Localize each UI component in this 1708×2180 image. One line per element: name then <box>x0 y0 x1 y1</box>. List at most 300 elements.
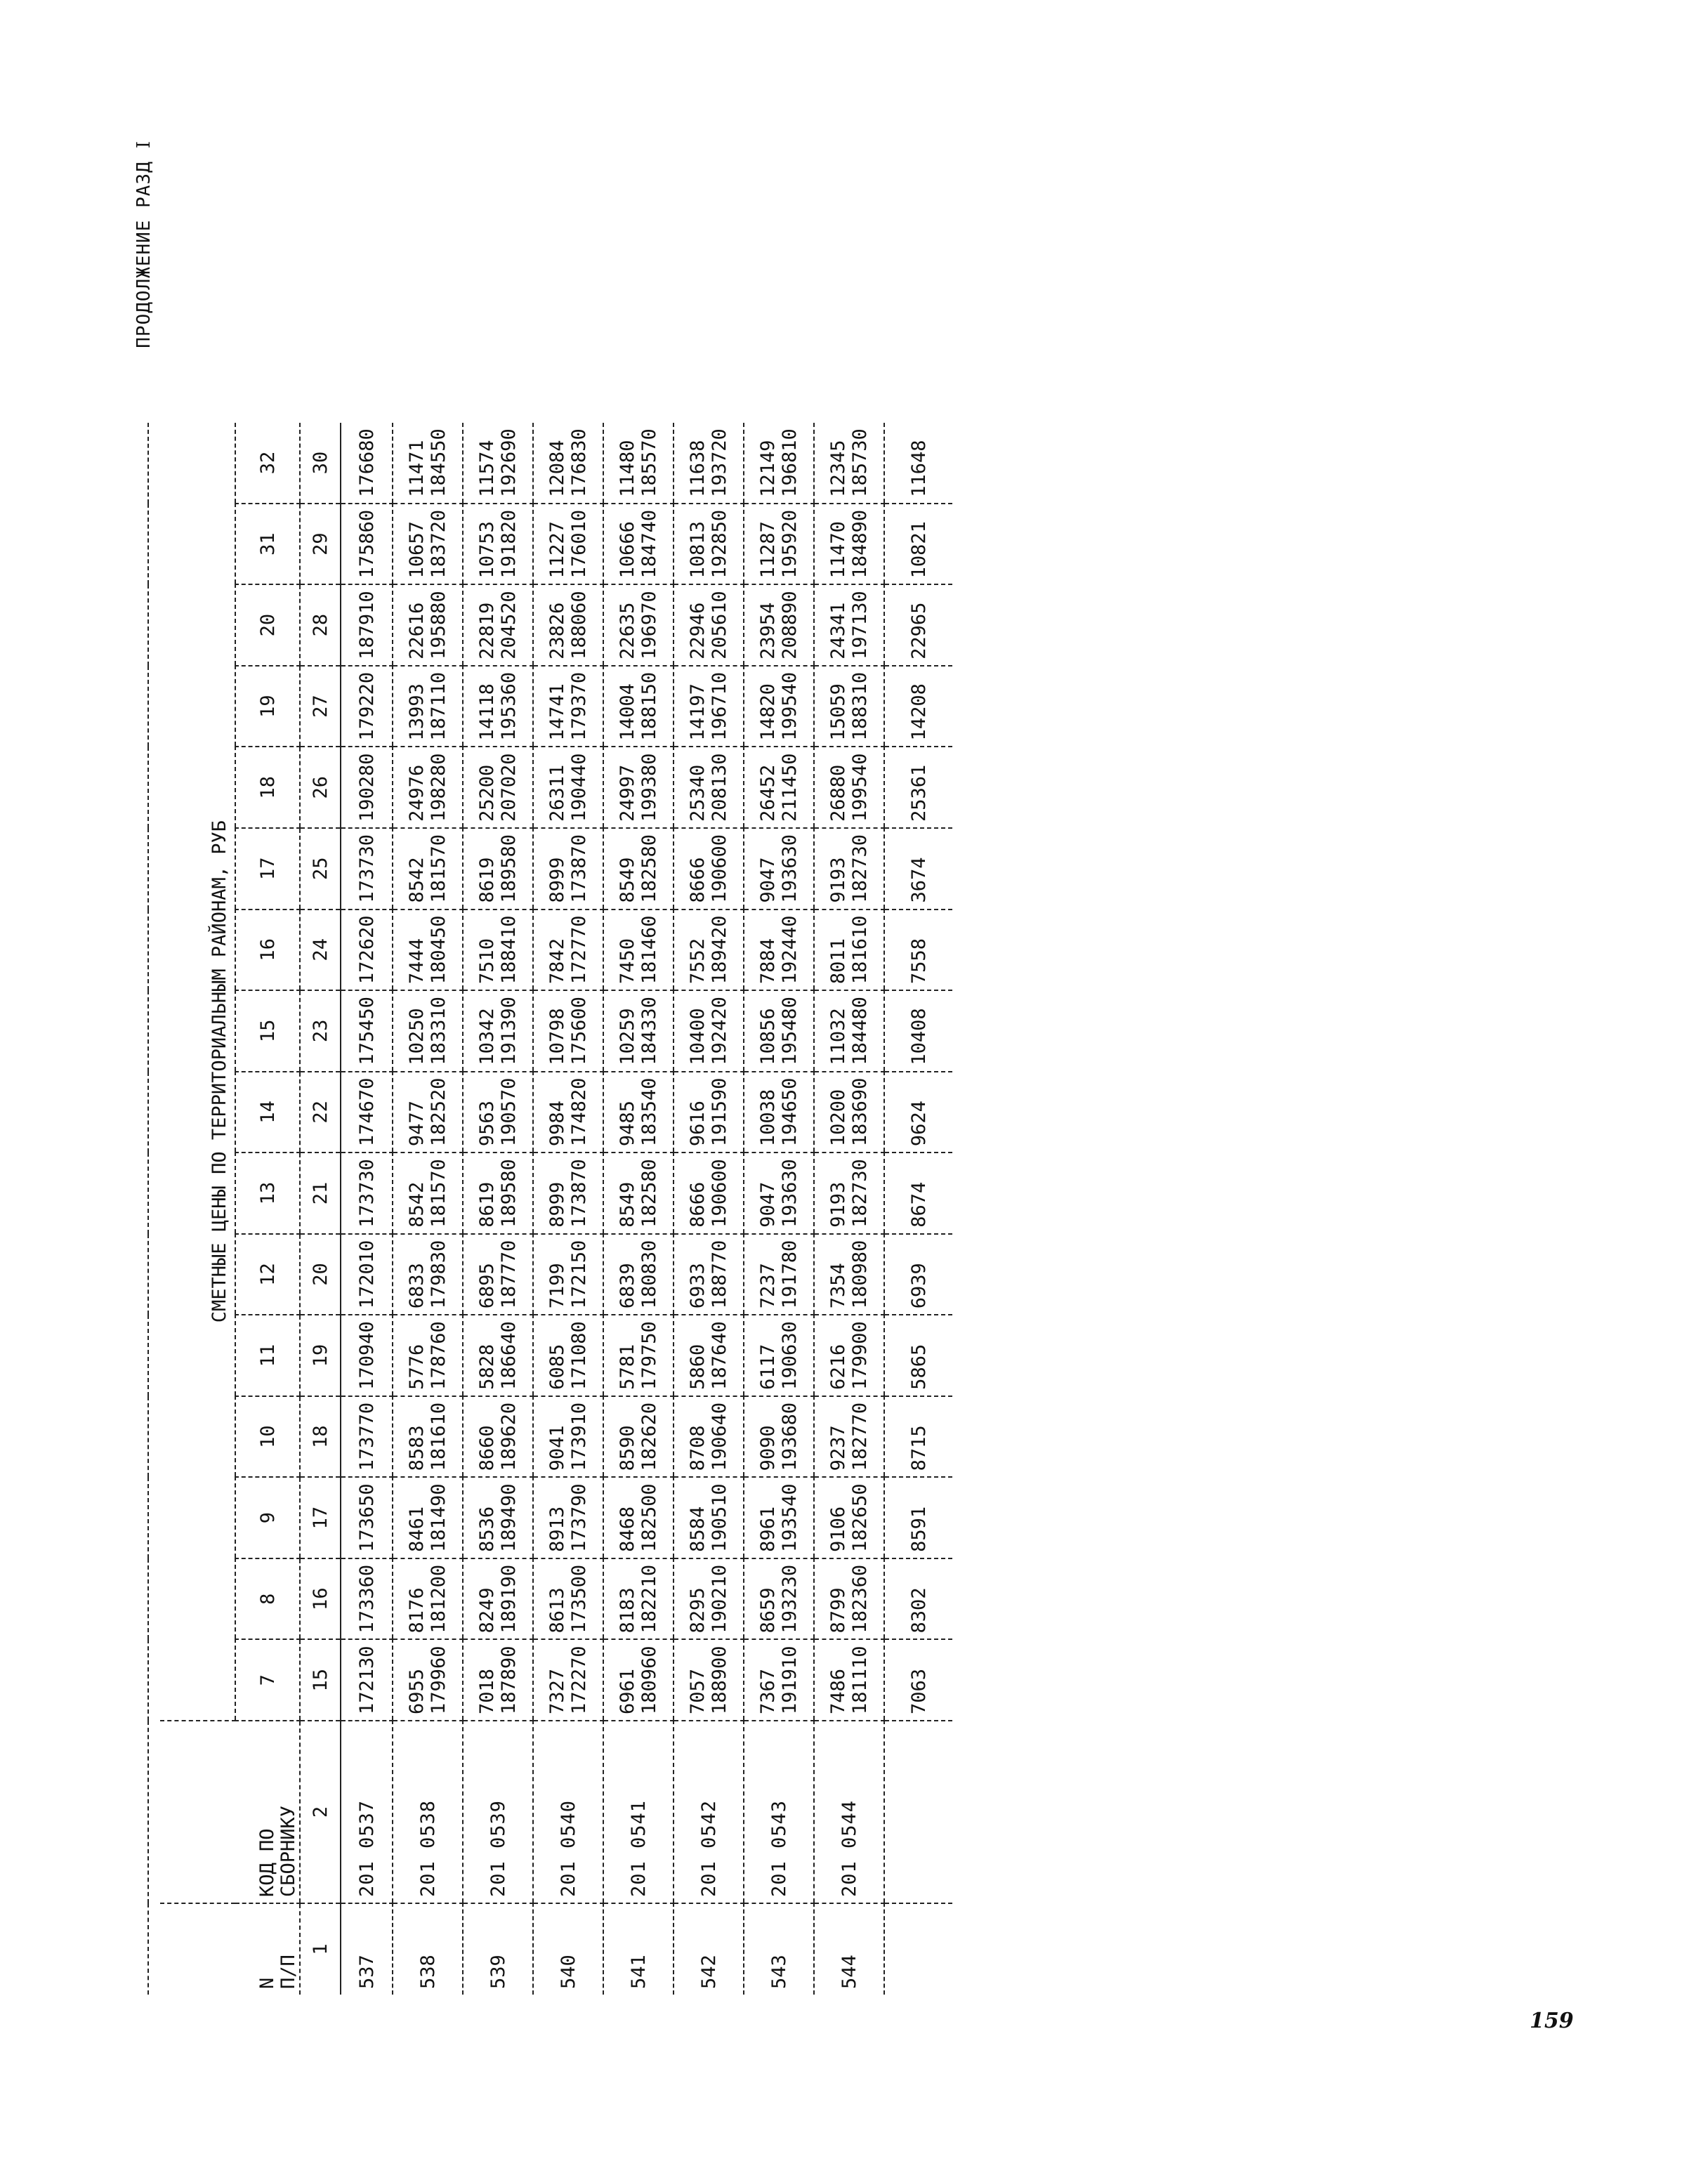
price-cell <box>744 1315 814 1396</box>
price-value: 22946 <box>687 602 709 659</box>
price-cell <box>884 1315 952 1396</box>
price-value: 188410 <box>498 915 520 985</box>
price-cell <box>884 1477 952 1558</box>
price-value: 11471 <box>406 440 428 497</box>
price-value: 14197 <box>687 683 709 741</box>
price-value: 24976 <box>406 764 428 822</box>
price-cell <box>884 666 952 747</box>
price-cell <box>603 747 674 828</box>
price-cell <box>393 584 463 666</box>
table-row <box>884 423 952 1995</box>
price-value: 11227 <box>546 521 568 579</box>
price-value: 193680 <box>779 1402 801 1471</box>
price-value: 11638 <box>687 440 709 497</box>
price-cell <box>744 1558 814 1640</box>
price-cell <box>463 1558 533 1640</box>
price-cell <box>341 828 393 910</box>
price-value: 196970 <box>638 591 660 659</box>
price-value: 6833 <box>406 1263 428 1309</box>
column-number-27: 27 <box>300 666 341 747</box>
price-value: 181460 <box>638 915 660 985</box>
price-value: 198280 <box>428 753 449 822</box>
price-cell <box>341 990 393 1072</box>
row-code: 201 0543 <box>744 1721 814 1903</box>
column-number-2: 2 <box>300 1721 341 1903</box>
price-value: 8011 <box>827 938 849 985</box>
section-roman-numeral: I <box>133 140 155 149</box>
price-value: 183720 <box>428 509 449 579</box>
region-number-15: 15 <box>235 990 300 1072</box>
price-value: 190510 <box>709 1483 730 1552</box>
price-cell <box>463 1639 533 1721</box>
price-value: 23954 <box>757 602 779 659</box>
price-value: 22635 <box>617 602 638 659</box>
price-value: 173500 <box>568 1564 590 1634</box>
price-value: 15059 <box>827 683 849 741</box>
price-value: 193630 <box>779 834 801 903</box>
region-number-12: 12 <box>235 1234 300 1315</box>
region-number-32: 32 <box>235 423 300 504</box>
price-value: 8584 <box>687 1506 709 1552</box>
price-value: 26311 <box>546 764 568 822</box>
price-value: 8666 <box>687 857 709 903</box>
price-cell <box>463 747 533 828</box>
price-value: 188770 <box>709 1240 730 1309</box>
table-body <box>341 423 952 1995</box>
price-value: 23826 <box>546 602 568 659</box>
price-value: 179960 <box>428 1646 449 1714</box>
price-value: 187890 <box>498 1646 520 1714</box>
price-value: 10753 <box>476 521 498 579</box>
price-cell <box>674 1477 744 1558</box>
price-cell <box>341 1396 393 1478</box>
price-cell <box>814 1396 884 1478</box>
price-value: 199540 <box>779 671 801 741</box>
price-value: 180960 <box>638 1646 660 1714</box>
price-value: 8549 <box>617 857 638 903</box>
price-cell <box>603 1477 674 1558</box>
price-value: 195360 <box>498 671 520 741</box>
price-value: 25340 <box>687 764 709 822</box>
price-cell <box>341 1639 393 1721</box>
price-value: 26880 <box>827 764 849 822</box>
price-cell <box>744 584 814 666</box>
price-value: 184550 <box>428 428 449 497</box>
table-row <box>393 423 463 1995</box>
price-value: 9090 <box>757 1425 779 1471</box>
row-number: 538 <box>393 1903 463 1995</box>
row-number: 539 <box>463 1903 533 1995</box>
price-value: 187110 <box>428 671 449 741</box>
price-cell <box>603 1153 674 1234</box>
price-cell <box>674 1072 744 1153</box>
price-value: 25361 <box>907 764 930 822</box>
price-cell <box>814 1558 884 1640</box>
price-value: 3674 <box>907 857 930 903</box>
price-value: 12149 <box>757 440 779 497</box>
price-cell <box>674 1558 744 1640</box>
price-value: 9477 <box>406 1101 428 1147</box>
price-value: 8961 <box>757 1506 779 1552</box>
column-number-28: 28 <box>300 584 341 666</box>
price-cell <box>603 423 674 504</box>
price-value: 7450 <box>617 938 638 985</box>
price-cell <box>744 747 814 828</box>
region-number-19: 19 <box>235 666 300 747</box>
price-cell <box>814 1072 884 1153</box>
row-number: 541 <box>603 1903 674 1995</box>
price-cell <box>814 1477 884 1558</box>
price-value: 185730 <box>849 428 871 497</box>
price-value: 190630 <box>779 1321 801 1390</box>
price-value: 192850 <box>709 509 730 579</box>
table-row <box>603 423 674 1995</box>
section-title <box>133 140 155 348</box>
header-code <box>160 1721 300 1903</box>
price-cell <box>603 990 674 1072</box>
price-value: 173870 <box>568 1159 590 1228</box>
price-value: 5828 <box>476 1344 498 1390</box>
column-number-24: 24 <box>300 910 341 991</box>
price-cell <box>744 828 814 910</box>
price-value: 173730 <box>355 1159 378 1228</box>
price-value: 196810 <box>779 428 801 497</box>
price-value: 180450 <box>428 915 449 985</box>
region-number-17: 17 <box>235 828 300 910</box>
price-value: 12084 <box>546 440 568 497</box>
price-value: 9563 <box>476 1101 498 1147</box>
price-value: 172010 <box>355 1240 378 1309</box>
price-value: 181610 <box>849 915 871 985</box>
price-value: 173870 <box>568 834 590 903</box>
price-cell <box>884 1639 952 1721</box>
price-value: 172150 <box>568 1240 590 1309</box>
price-value: 8715 <box>907 1425 930 1471</box>
region-number-13: 13 <box>235 1153 300 1234</box>
price-value: 193630 <box>779 1159 801 1228</box>
price-value: 184330 <box>638 997 660 1065</box>
price-cell <box>393 990 463 1072</box>
rotated-page-content <box>133 140 1046 1995</box>
price-cell <box>744 1153 814 1234</box>
price-value: 8295 <box>687 1587 709 1634</box>
row-code: 201 0541 <box>603 1721 674 1903</box>
region-number-9: 9 <box>235 1477 300 1558</box>
price-cell <box>393 1477 463 1558</box>
price-value: 188060 <box>568 591 590 659</box>
column-number-30: 30 <box>300 423 341 504</box>
price-value: 9106 <box>827 1506 849 1552</box>
price-cell <box>533 1315 603 1396</box>
price-cell <box>674 1153 744 1234</box>
price-cell <box>674 910 744 991</box>
price-value: 9624 <box>907 1101 930 1147</box>
price-value: 7510 <box>476 938 498 985</box>
price-cell <box>744 423 814 504</box>
price-cell <box>603 1315 674 1396</box>
row-code: 201 0537 <box>341 1721 393 1903</box>
price-cell <box>674 504 744 585</box>
price-cell <box>341 1315 393 1396</box>
price-value: 11287 <box>757 521 779 579</box>
price-value: 10666 <box>617 521 638 579</box>
header-code-line-2: СБОРНИКУ <box>277 1805 299 1897</box>
price-value: 14004 <box>617 683 638 741</box>
column-number-25: 25 <box>300 828 341 910</box>
price-value: 180830 <box>638 1240 660 1309</box>
price-value: 173360 <box>355 1564 378 1634</box>
price-value: 6085 <box>546 1344 568 1390</box>
price-value: 7558 <box>907 938 930 985</box>
price-value: 25200 <box>476 764 498 822</box>
price-value: 181490 <box>428 1483 449 1552</box>
price-value: 171080 <box>568 1321 590 1390</box>
price-value: 5781 <box>617 1344 638 1390</box>
price-value: 8999 <box>546 857 568 903</box>
price-value: 183690 <box>849 1077 871 1147</box>
price-value: 170940 <box>355 1321 378 1390</box>
price-value: 7367 <box>757 1668 779 1714</box>
price-value: 5776 <box>406 1344 428 1390</box>
price-value: 5865 <box>907 1344 930 1390</box>
price-cell <box>463 423 533 504</box>
row-code <box>884 1721 952 1903</box>
price-cell <box>533 1477 603 1558</box>
price-value: 189620 <box>498 1402 520 1471</box>
region-number-14: 14 <box>235 1072 300 1153</box>
price-value: 172620 <box>355 915 378 985</box>
price-cell <box>884 990 952 1072</box>
price-value: 6216 <box>827 1344 849 1390</box>
price-value: 174670 <box>355 1077 378 1147</box>
price-value: 189420 <box>709 915 730 985</box>
row-code: 201 0544 <box>814 1721 884 1903</box>
price-value: 7444 <box>406 938 428 985</box>
region-number-20: 20 <box>235 584 300 666</box>
column-number-20: 20 <box>300 1234 341 1315</box>
price-value: 6117 <box>757 1344 779 1390</box>
price-value: 8999 <box>546 1181 568 1228</box>
price-value: 183310 <box>428 997 449 1065</box>
price-value: 187910 <box>355 591 378 659</box>
price-cell <box>533 1234 603 1315</box>
price-value: 193230 <box>779 1564 801 1634</box>
price-cell <box>393 1396 463 1478</box>
price-value: 9047 <box>757 1181 779 1228</box>
price-value: 185570 <box>638 428 660 497</box>
price-value: 204520 <box>498 591 520 659</box>
row-number <box>884 1903 952 1995</box>
price-value: 7354 <box>827 1263 849 1309</box>
price-cell <box>814 666 884 747</box>
column-number-23: 23 <box>300 990 341 1072</box>
price-cell <box>884 1234 952 1315</box>
price-value: 191910 <box>779 1646 801 1714</box>
column-number-22: 22 <box>300 1072 341 1153</box>
price-value: 8249 <box>476 1587 498 1634</box>
price-cell <box>603 1234 674 1315</box>
column-number-29: 29 <box>300 504 341 585</box>
price-value: 184740 <box>638 509 660 579</box>
row-number: 542 <box>674 1903 744 1995</box>
price-value: 173910 <box>568 1402 590 1471</box>
price-value: 184890 <box>849 509 871 579</box>
price-value: 188310 <box>849 671 871 741</box>
price-value: 10038 <box>757 1089 779 1147</box>
price-cell <box>463 504 533 585</box>
price-cell <box>393 504 463 585</box>
price-value: 9193 <box>827 1181 849 1228</box>
price-cell <box>393 1153 463 1234</box>
price-cell <box>744 1639 814 1721</box>
price-cell <box>744 990 814 1072</box>
price-value: 199380 <box>638 753 660 822</box>
price-cell <box>393 1639 463 1721</box>
price-cell <box>674 584 744 666</box>
price-value: 14741 <box>546 683 568 741</box>
price-cell <box>814 584 884 666</box>
price-value: 8619 <box>476 857 498 903</box>
price-value: 10821 <box>907 521 930 579</box>
price-cell <box>393 828 463 910</box>
price-value: 8461 <box>406 1506 428 1552</box>
price-value: 188150 <box>638 671 660 741</box>
header-code-line-1: КОД ПО <box>256 1828 278 1897</box>
price-value: 190640 <box>709 1402 730 1471</box>
price-value: 11648 <box>907 440 930 497</box>
price-cell <box>674 1396 744 1478</box>
price-cell <box>884 1558 952 1640</box>
price-value: 180980 <box>849 1240 871 1309</box>
price-value: 196710 <box>709 671 730 741</box>
price-cell <box>884 1153 952 1234</box>
price-cell <box>533 423 603 504</box>
row-number: 540 <box>533 1903 603 1995</box>
header-n <box>160 1903 300 1995</box>
column-number-18: 18 <box>300 1396 341 1478</box>
price-value: 9984 <box>546 1101 568 1147</box>
price-cell <box>884 828 952 910</box>
price-table <box>147 423 952 1995</box>
price-value: 191590 <box>709 1077 730 1147</box>
price-value: 175600 <box>568 997 590 1065</box>
price-value: 22819 <box>476 602 498 659</box>
region-number-10: 10 <box>235 1396 300 1478</box>
price-value: 8542 <box>406 857 428 903</box>
price-value: 8468 <box>617 1506 638 1552</box>
price-cell <box>744 666 814 747</box>
price-value: 6895 <box>476 1263 498 1309</box>
section-title-text: ПРОДОЛЖЕНИЕ РАЗД <box>133 161 155 348</box>
price-value: 181200 <box>428 1564 449 1634</box>
price-value: 179220 <box>355 671 378 741</box>
price-value: 189580 <box>498 1159 520 1228</box>
price-cell <box>341 423 393 504</box>
price-value: 172270 <box>568 1646 590 1714</box>
price-cell <box>884 423 952 504</box>
price-cell <box>393 910 463 991</box>
price-value: 182770 <box>849 1402 871 1471</box>
price-cell <box>341 1153 393 1234</box>
price-value: 14208 <box>907 683 930 741</box>
price-cell <box>341 1477 393 1558</box>
price-value: 181610 <box>428 1402 449 1471</box>
price-cell <box>393 1315 463 1396</box>
price-cell <box>674 747 744 828</box>
price-cell <box>463 1315 533 1396</box>
price-cell <box>463 1153 533 1234</box>
price-value: 189580 <box>498 834 520 903</box>
price-value: 176830 <box>568 428 590 497</box>
price-cell <box>393 423 463 504</box>
price-value: 24997 <box>617 764 638 822</box>
price-value: 195880 <box>428 591 449 659</box>
header-span-title: СМЕТНЫЕ ЦЕНЫ ПО ТЕРРИТОРИАЛЬНЫМ РАЙОНАМ, РУБ <box>209 820 230 1323</box>
price-cell <box>674 828 744 910</box>
price-cell <box>533 1558 603 1640</box>
table-row <box>674 423 744 1995</box>
price-cell <box>533 666 603 747</box>
price-value: 26452 <box>757 764 779 822</box>
price-cell <box>341 1558 393 1640</box>
price-cell <box>674 666 744 747</box>
price-value: 7199 <box>546 1263 568 1309</box>
price-value: 194650 <box>779 1077 801 1147</box>
price-value: 182730 <box>849 1159 871 1228</box>
price-value: 182620 <box>638 1402 660 1471</box>
row-code: 201 0539 <box>463 1721 533 1903</box>
price-cell <box>814 423 884 504</box>
price-value: 7486 <box>827 1668 849 1714</box>
price-cell <box>533 504 603 585</box>
price-cell <box>463 1477 533 1558</box>
price-cell <box>744 504 814 585</box>
price-cell <box>533 910 603 991</box>
price-value: 181110 <box>849 1646 871 1714</box>
price-value: 195920 <box>779 509 801 579</box>
page-number: 159 <box>1530 2009 1574 2033</box>
price-cell <box>603 504 674 585</box>
column-number-21: 21 <box>300 1153 341 1234</box>
price-value: 7884 <box>757 938 779 985</box>
price-value: 7057 <box>687 1668 709 1714</box>
price-cell <box>674 1234 744 1315</box>
price-value: 7063 <box>907 1668 930 1714</box>
price-value: 192420 <box>709 997 730 1065</box>
column-number-17: 17 <box>300 1477 341 1558</box>
price-value: 176010 <box>568 509 590 579</box>
price-value: 9193 <box>827 857 849 903</box>
price-cell <box>814 1234 884 1315</box>
price-value: 14820 <box>757 683 779 741</box>
price-value: 189490 <box>498 1483 520 1552</box>
price-value: 186640 <box>498 1321 520 1390</box>
price-value: 182360 <box>849 1564 871 1634</box>
price-cell <box>393 1072 463 1153</box>
price-value: 22965 <box>907 602 930 659</box>
price-value: 191820 <box>498 509 520 579</box>
price-value: 7237 <box>757 1263 779 1309</box>
price-cell <box>603 666 674 747</box>
price-cell <box>341 1234 393 1315</box>
price-cell <box>463 584 533 666</box>
price-cell <box>341 747 393 828</box>
price-cell <box>744 1477 814 1558</box>
price-value: 182500 <box>638 1483 660 1552</box>
price-value: 191780 <box>779 1240 801 1309</box>
price-value: 193720 <box>709 428 730 497</box>
price-value: 9485 <box>617 1101 638 1147</box>
